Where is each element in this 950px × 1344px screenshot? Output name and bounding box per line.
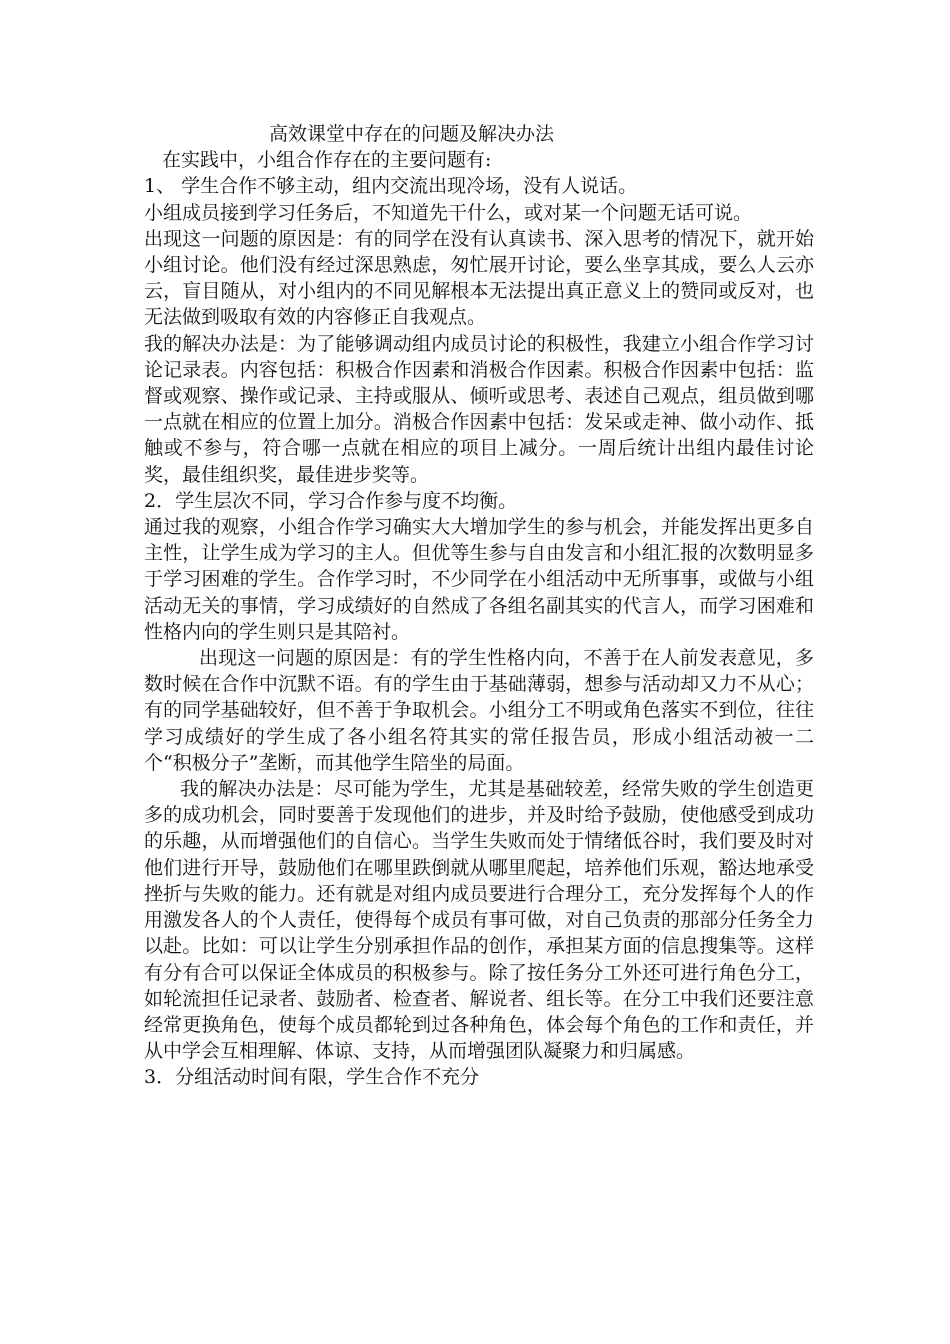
- document-title: 高效课堂中存在的问题及解决办法: [269, 123, 555, 145]
- document-body: [144, 121, 814, 1091]
- problem-1-heading: 1、 学生合作不够主动，组内交流出现冷场，没有人说话。: [144, 175, 638, 198]
- intro-paragraph: 在实践中，小组合作存在的主要问题有:: [162, 149, 492, 172]
- problem-2-heading: 2．学生层次不同，学习合作参与度不均衡。: [144, 489, 518, 512]
- problem-1-cause: 出现这一问题的原因是：有的同学在没有认真读书、深入思考的情况下，就开始小组讨论。他们没有经过深思熟虑，匆忙展开讨论，要么坐享其成，要么人云亦云，盲目随从，对小组内的不同见解根本无法提出真正意义上的赞同或反对，也无法做到吸取有效的内容修正自我观点。: [144, 227, 814, 329]
- problem-1-solution: 我的解决办法是：为了能够调动组内成员讨论的积极性，我建立小组合作学习讨论记录表。内容包括：积极合作因素和消极合作因素。积极合作因素中包括：监督或观察、操作或记录、主持或服从、倾听或思考、表述自己观点，组员做到哪一点就在相应的位置上加分。消极合作因素中包括：发呆或走神、做小动作、抵触或不参与，符合哪一点就在相应的项目上减分。一周后统计出组内最佳讨论奖，最佳组织奖，最佳进步奖等。: [144, 332, 814, 486]
- problem-2-cause: 出现这一问题的原因是：有的学生性格内向，不善于在人前发表意见，多数时候在合作中沉默不语。有的学生由于基础薄弱，想参与活动却又力不从心；有的同学基础较好，但不善于争取机会。小组分工不明或角色落实不到位，往往学习成绩好的学生成了各小组名符其实的常任报告员，形成小组活动被一二个“积极分子”垄断，而其他学生陪坐的局面。: [144, 647, 814, 774]
- problem-2-description: 通过我的观察，小组合作学习确实大大增加学生的参与机会，并能发挥出更多自主性，让学生成为学习的主人。但优等生参与自由发言和小组汇报的次数明显多于学习困难的学生。合作学习时，不少同学在小组活动中无所事事，或做与小组活动无关的事情，学习成绩好的自然成了各组名副其实的代言人，而学习困难和性格内向的学生则只是其陪衬。: [144, 516, 814, 643]
- problem-3-heading: 3．分组活动时间有限，学生合作不充分: [144, 1066, 480, 1089]
- problem-2-solution: 我的解决办法是：尽可能为学生，尤其是基础较差，经常失败的学生创造更多的成功机会，同时要善于发现他们的进步，并及时给予鼓励，使他感受到成功的乐趣，从而增强他们的自信心。当学生失败而处于情绪低谷时，我们要及时对他们进行开导，鼓励他们在哪里跌倒就从哪里爬起，培养他们乐观，豁达地承受挫折与失败的能力。还有就是对组内成员要进行合理分工，充分发挥每个人的作用激发各人的个人责任，使得每个成员有事可做，对自己负责的那部分任务全力以赴。比如：可以让学生分别承担作品的创作，承担某方面的信息搜集等。这样有分有合可以保证全体成员的积极参与。除了按任务分工外还可进行角色分工，如轮流担任记录者、鼓励者、检查者、解说者、组长等。在分工中我们还要注意经常更换角色，使每个成员都轮到过各种角色，体会每个角色的工作和责任，并从中学会互相理解、体谅、支持，从而增强团队凝聚力和归属感。: [144, 778, 814, 1063]
- problem-1-description: 小组成员接到学习任务后，不知道先干什么，或对某一个问题无话可说。: [144, 201, 753, 224]
